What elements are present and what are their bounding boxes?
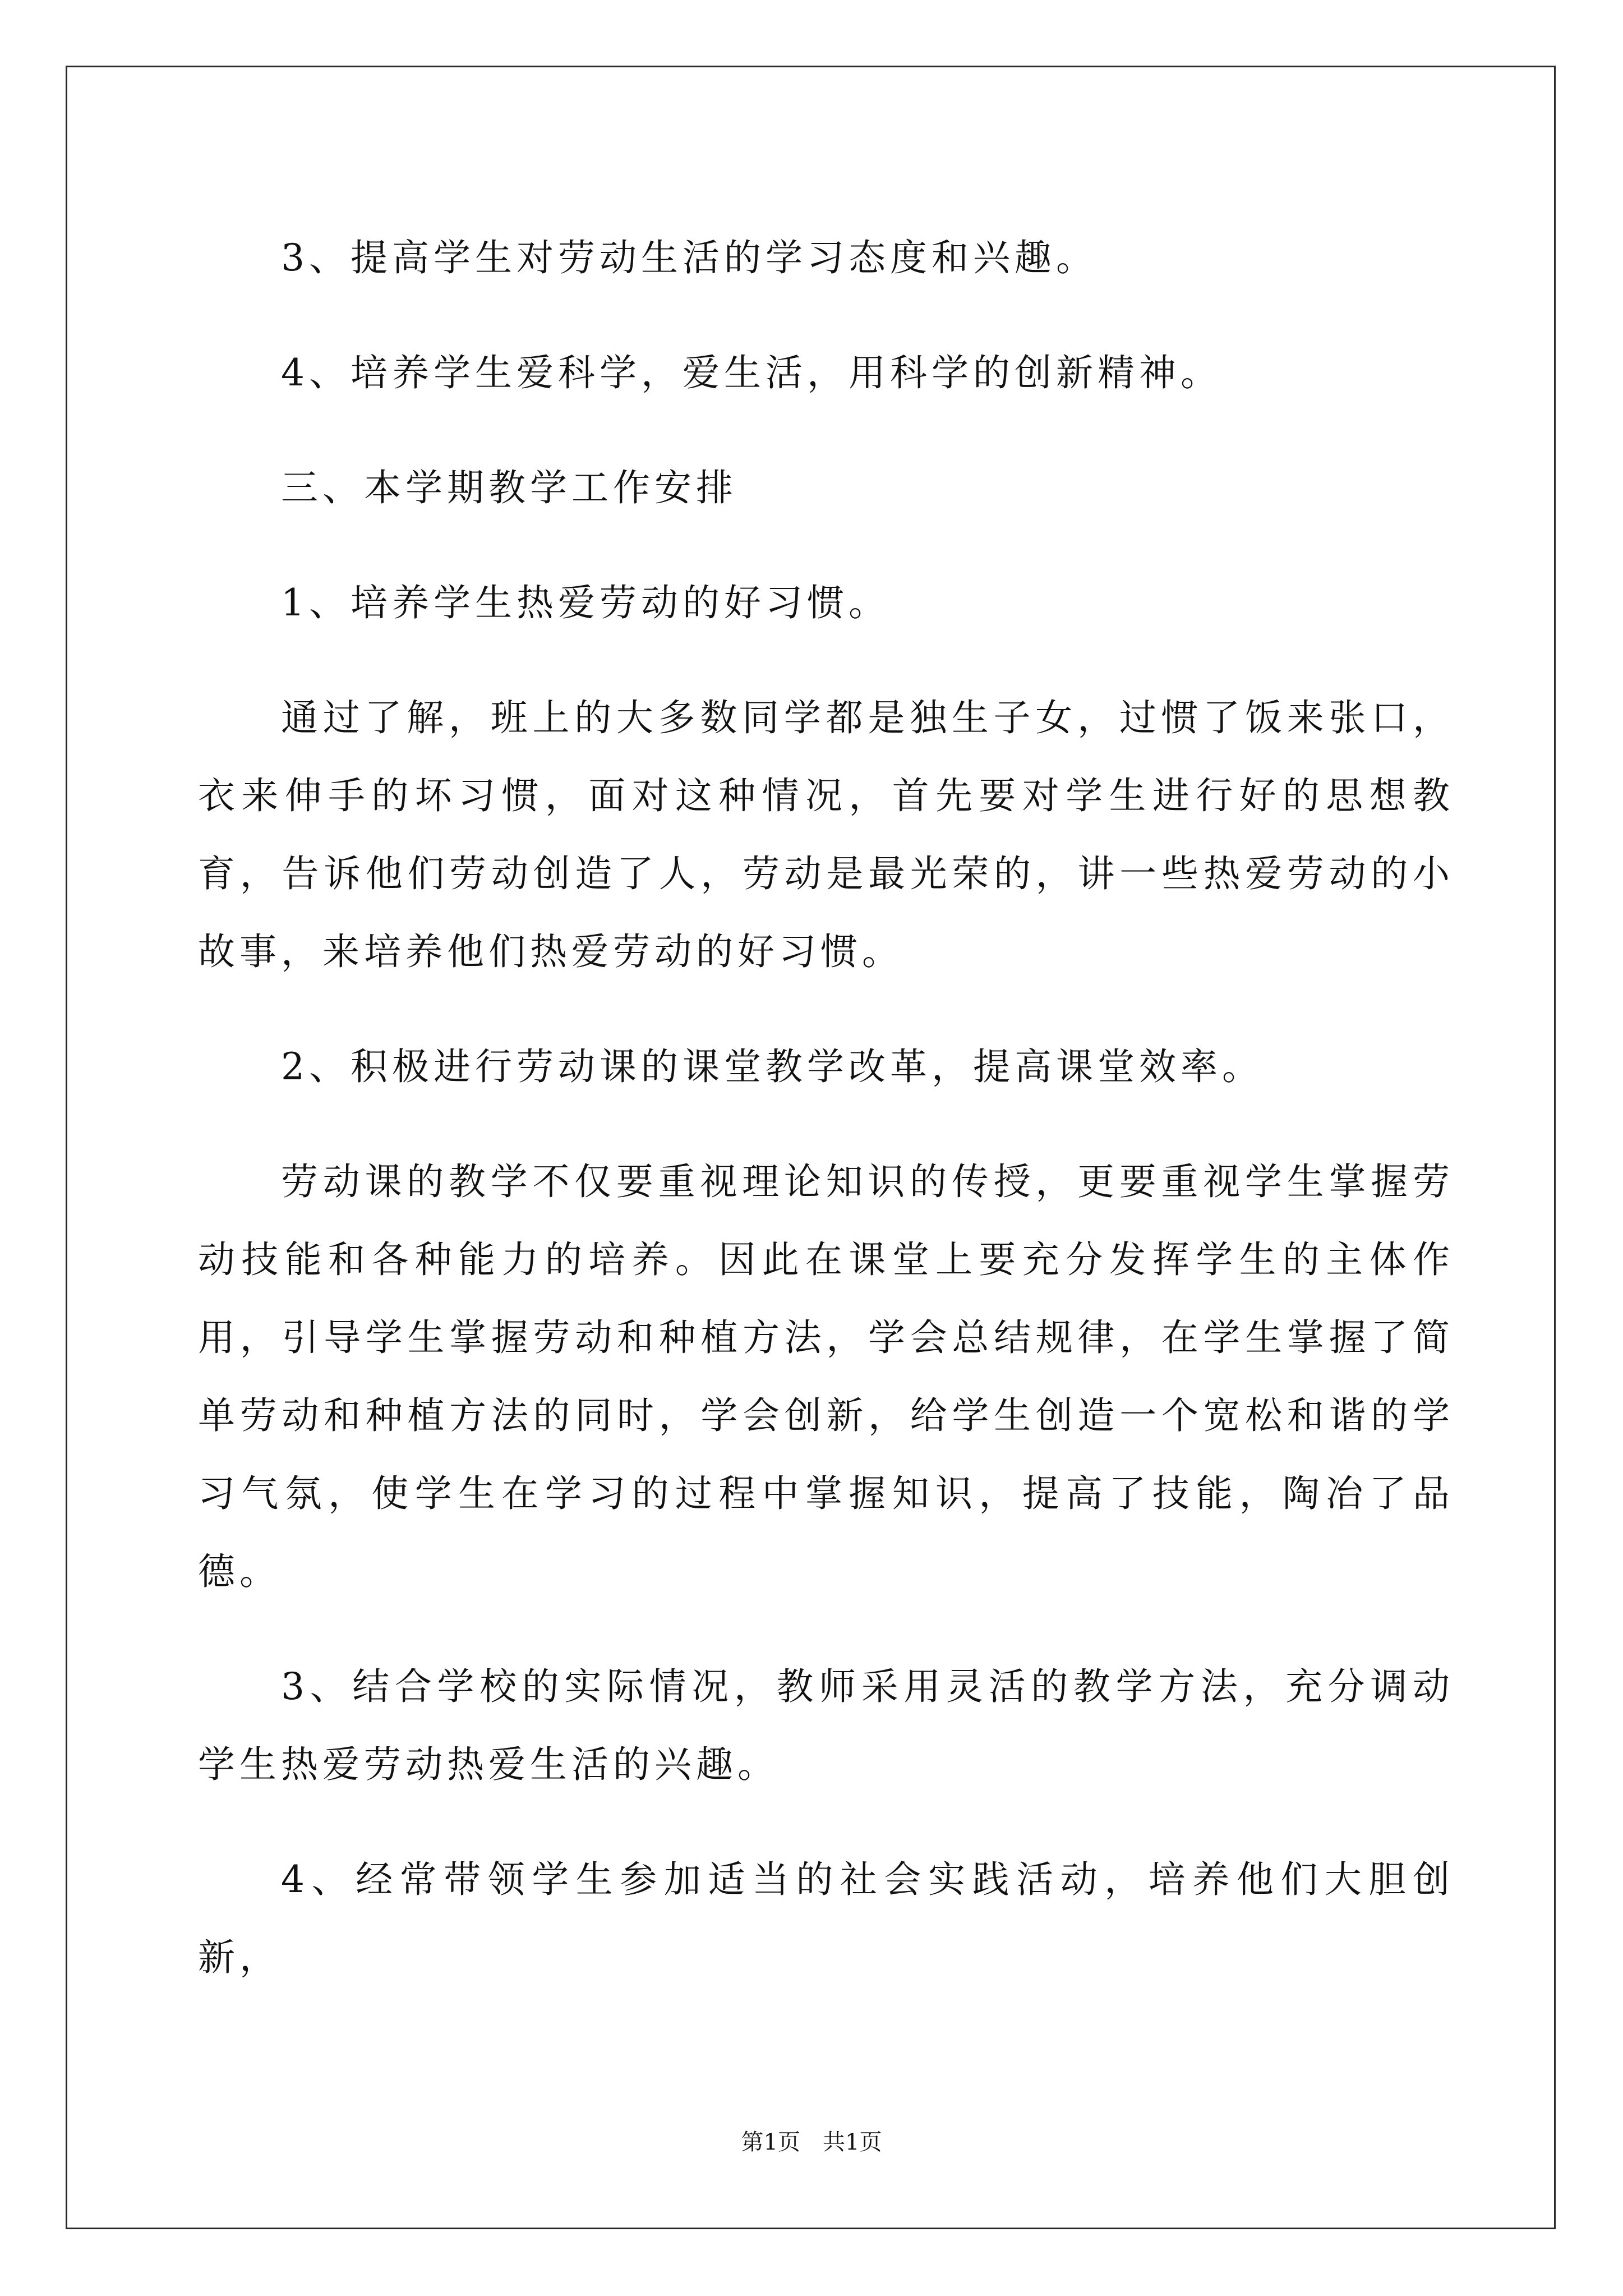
paragraph: 2、积极进行劳动课的课堂教学改革，提高课堂效率。	[281, 1045, 1264, 1088]
paragraph: 通过了解，班上的大多数同学都是独生子女，过惯了饭来张口，衣来伸手的坏习惯，面对这种情况，首先要对学生进行好的思想教育，告诉他们劳动创造了人，劳动是最光荣的，讲一些热爱劳动的小故事，来培养他们热爱劳动的好习惯。	[198, 696, 1454, 973]
section-heading: 三、本学期教学工作安排	[281, 466, 737, 509]
paragraph: 3、提高学生对劳动生活的学习态度和兴趣。	[281, 236, 1098, 279]
paragraph: 劳动课的教学不仅要重视理论知识的传授，更要重视学生掌握劳动技能和各种能力的培养。因此在课堂上要充分发挥学生的主体作用，引导学生掌握劳动和种植方法，学会总结规律，在学生掌握了简单劳动和种植方法的同时，学会创新，给学生创造一个宽松和谐的学习气氛，使学生在学习的过程中掌握知识，提高了技能，陶冶了品德。	[198, 1160, 1454, 1593]
paragraph: 3、结合学校的实际情况，教师采用灵活的教学方法，充分调动学生热爱劳动热爱生活的兴趣。	[198, 1665, 1454, 1786]
paragraph: 1、培养学生热爱劳动的好习惯。	[281, 581, 890, 624]
page-footer: 第1页 共1页	[741, 2129, 882, 2155]
paragraph: 4、经常带领学生参加适当的社会实践活动，培养他们大胆创新，	[198, 1858, 1454, 1979]
paragraph: 4、培养学生爱科学，爱生活，用科学的创新精神。	[281, 351, 1222, 394]
document-body	[198, 219, 1454, 1996]
